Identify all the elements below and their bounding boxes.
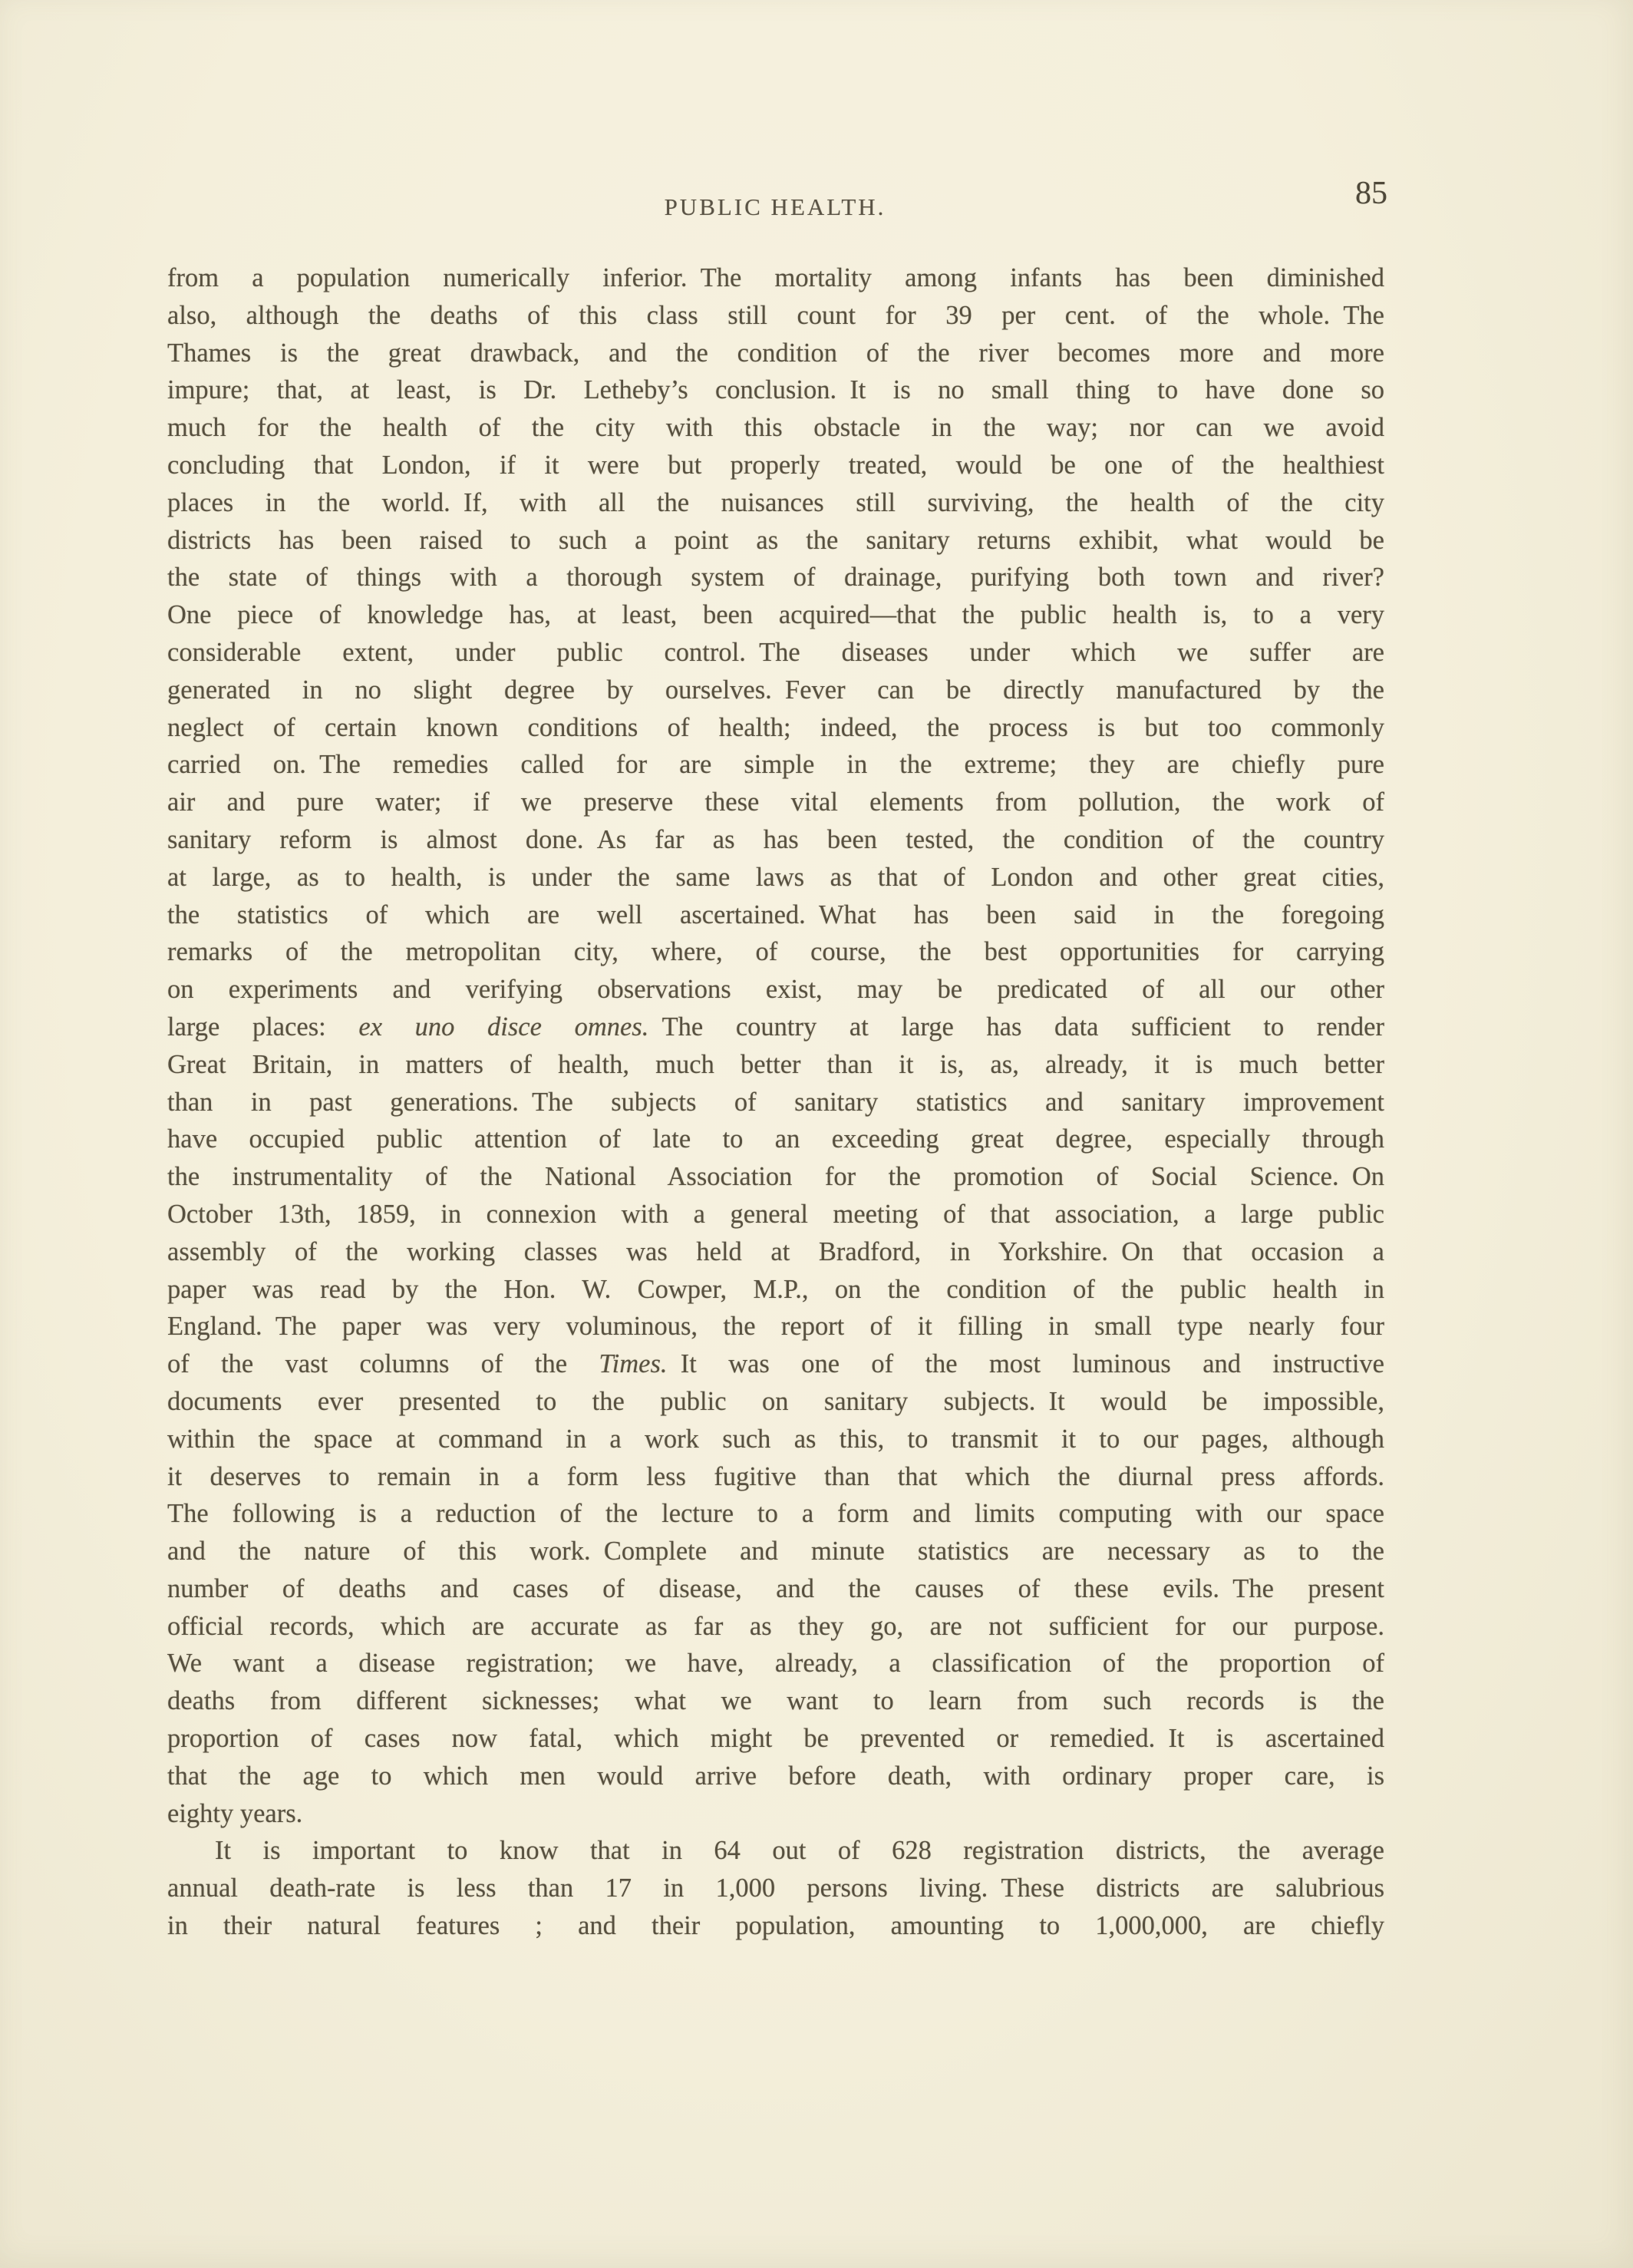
text-line (167, 859, 1384, 896)
text-segment: the statistics of which are well ascertained. What has been said in the foregoing (167, 900, 1384, 929)
text-line (167, 1271, 1384, 1309)
text-line (167, 634, 1384, 672)
text-segment: from a population numerically inferior. The mortality among infants has been diminished (167, 263, 1384, 292)
italic-text: ex uno disce omnes. (358, 1012, 649, 1042)
text-segment: it deserves to remain in a form less fugitive than that which the diurnal press affords. (167, 1461, 1384, 1491)
text-segment: number of deaths and cases of disease, and the causes of these evils. The present (167, 1573, 1384, 1603)
text-line (167, 1421, 1384, 1458)
text-line (167, 596, 1384, 634)
text-line (167, 1570, 1384, 1608)
text-line (167, 1720, 1384, 1758)
text-line (167, 1121, 1384, 1158)
body-text (167, 259, 1384, 1945)
text-line (167, 1009, 1384, 1046)
text-line (167, 784, 1384, 821)
text-segment: remarks of the metropolitan city, where, of course, the best opportunities for carrying (167, 937, 1384, 967)
page-number: 85 (1355, 176, 1387, 211)
text-segment: considerable extent, under public control. The diseases under which we suffer are (167, 637, 1384, 667)
text-segment: at large, as to health, is under the same laws as that of London and other great cities, (167, 862, 1384, 892)
text-segment: air and pure water; if we preserve these vital elements from pollution, the work of (167, 787, 1384, 817)
text-segment: impure; that, at least, is Dr. Letheby’s conclusion. It is no small thing to have done so (167, 375, 1384, 405)
text-segment: It is important to know that in 64 out of 628 registration districts, the average (215, 1836, 1384, 1866)
text-segment: much for the health of the city with this obstacle in the way; nor can we avoid (167, 413, 1384, 443)
text-line (167, 1046, 1384, 1084)
text-segment: districts has been raised to such a point as the sanitary returns exhibit, what would be (167, 525, 1384, 555)
italic-text: Times. (599, 1349, 668, 1379)
text-line (167, 1158, 1384, 1196)
text-line (167, 1832, 1384, 1870)
text-segment: within the space at command in a work such as this, to transmit it to our pages, although (167, 1424, 1384, 1454)
text-line (167, 672, 1384, 709)
text-segment: One piece of knowledge has, at least, been acquired—that the public health is, to a very (167, 600, 1384, 630)
text-segment: The country at large has data sufficient to render (648, 1012, 1384, 1042)
text-segment: concluding that London, if it were but properly treated, would be one of the healthiest (167, 450, 1384, 480)
running-header: PUBLIC HEALTH. (664, 193, 886, 220)
text-line (167, 335, 1384, 372)
text-segment: It was one of the most luminous and instructive (667, 1349, 1384, 1379)
text-line (167, 1645, 1384, 1682)
text-segment: documents ever presented to the public on sanitary subjects. It would be impossible, (167, 1386, 1384, 1416)
text-segment: the state of things with a thorough system of drainage, purifying both town and river? (167, 563, 1384, 593)
text-line (167, 1233, 1384, 1271)
text-segment: October 13th, 1859, in connexion with a general meeting of that association, a large public (167, 1199, 1384, 1229)
text-segment: annual death-rate is less than 17 in 1,000 persons living. These districts are salubrious (167, 1873, 1384, 1903)
text-line (167, 896, 1384, 934)
text-segment: sanitary reform is almost done. As far as has been tested, the condition of the country (167, 824, 1384, 854)
text-line (167, 1345, 1384, 1383)
text-line (167, 409, 1384, 447)
text-segment: the instrumentality of the National Association for the promotion of Social Science. On (167, 1162, 1384, 1192)
text-line (167, 709, 1384, 747)
text-segment: places in the world. If, with all the nuisances still surviving, the health of the city (167, 487, 1384, 517)
text-segment: The following is a reduction of the lecture to a form and limits computing with our space (167, 1499, 1384, 1529)
text-segment: assembly of the working classes was held at Bradford, in Yorkshire. On that occasion a (167, 1236, 1384, 1266)
text-segment: of the vast columns of the (167, 1349, 599, 1379)
text-line (167, 1495, 1384, 1533)
text-line (167, 1196, 1384, 1233)
text-line (167, 746, 1384, 784)
text-line (167, 933, 1384, 971)
text-line (167, 1308, 1384, 1345)
text-segment: and the nature of this work. Complete and minute statistics are necessary as to the (167, 1537, 1384, 1566)
text-segment: generated in no slight degree by ourselves. Fever can be directly manufactured by the (167, 675, 1384, 705)
text-line (167, 1907, 1384, 1945)
text-line (167, 1870, 1384, 1907)
text-segment: have occupied public attention of late to an exceeding great degree, especially through (167, 1124, 1384, 1154)
text-segment: eighty years. (167, 1798, 303, 1828)
text-segment: on experiments and verifying observations exist, may be predicated of all our other (167, 975, 1384, 1005)
text-line (167, 971, 1384, 1009)
text-line (167, 1608, 1384, 1646)
text-line (167, 1682, 1384, 1720)
text-segment: than in past generations. The subjects of sanitary statistics and sanitary improvement (167, 1087, 1384, 1117)
text-line (167, 1383, 1384, 1421)
text-segment: paper was read by the Hon. W. Cowper, M.P., on the condition of the public health in (167, 1274, 1384, 1304)
text-segment: We want a disease registration; we have, already, a classification of the proportion of (167, 1649, 1384, 1679)
text-line (167, 297, 1384, 335)
text-segment: neglect of certain known conditions of health; indeed, the process is but too commonly (167, 712, 1384, 742)
text-segment: Thames is the great drawback, and the condition of the river becomes more and more (167, 338, 1384, 368)
text-segment: carried on. The remedies called for are simple in the extreme; they are chiefly pure (167, 750, 1384, 780)
text-line (167, 1533, 1384, 1570)
text-segment: that the age to which men would arrive before death, with ordinary proper care, is (167, 1761, 1384, 1791)
text-line (167, 1084, 1384, 1121)
text-line (167, 559, 1384, 596)
text-segment: deaths from different sicknesses; what we want to learn from such records is the (167, 1686, 1384, 1716)
text-segment: in their natural features ; and their population, amounting to 1,000,000, are chiefly (167, 1911, 1384, 1941)
text-line (167, 371, 1384, 409)
text-line (167, 1458, 1384, 1496)
text-line (167, 522, 1384, 560)
text-line (167, 1795, 1384, 1833)
text-line (167, 1758, 1384, 1795)
text-segment: also, although the deaths of this class still count for 39 per cent. of the whole. The (167, 300, 1384, 330)
text-line (167, 259, 1384, 297)
text-segment: Great Britain, in matters of health, much better than it is, as, already, it is much better (167, 1049, 1384, 1079)
text-line (167, 447, 1384, 484)
text-line (167, 821, 1384, 859)
text-segment: proportion of cases now fatal, which might be prevented or remedied. It is ascertained (167, 1724, 1384, 1754)
text-segment: large places: (167, 1012, 359, 1042)
text-segment: official records, which are accurate as far as they go, are not sufficient for our purpose. (167, 1611, 1384, 1641)
text-line (167, 484, 1384, 522)
text-segment: England. The paper was very voluminous, the report of it filling in small type nearly four (167, 1312, 1384, 1342)
